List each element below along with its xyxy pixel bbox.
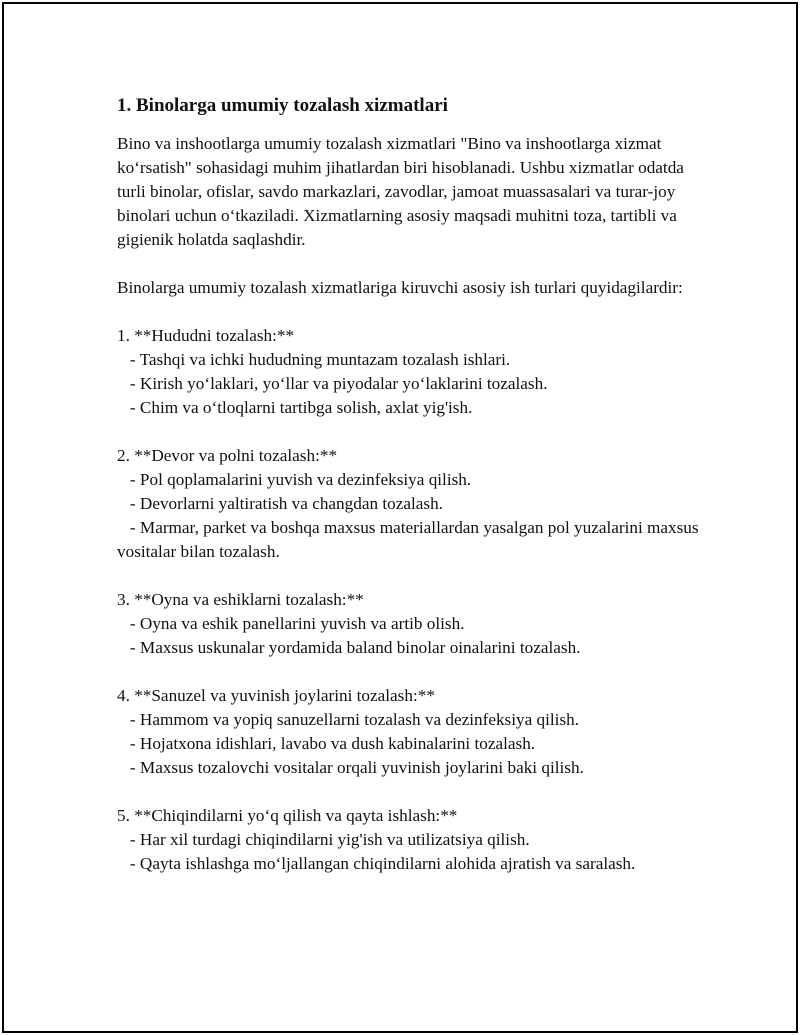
section-2 xyxy=(117,444,707,564)
list-item: - Marmar, parket va boshqa maxsus materiallardan yasalgan pol yuzalarini maxsus vositalar bilan tozalash. xyxy=(117,518,703,561)
list-item: - Oyna va eshik panellarini yuvish va artib olish. xyxy=(117,614,465,633)
document-body xyxy=(117,93,707,876)
section-5 xyxy=(117,804,707,876)
section-heading: 5. **Chiqindilarni yoʻq qilish va qayta ishlash:** xyxy=(117,806,458,825)
list-item: - Hammom va yopiq sanuzellarni tozalash va dezinfeksiya qilish. xyxy=(117,710,580,729)
section-heading: 4. **Sanuzel va yuvinish joylarini tozalash:** xyxy=(117,686,435,705)
list-item: - Maxsus uskunalar yordamida baland binolar oinalarini tozalash. xyxy=(117,638,581,657)
list-item: - Devorlarni yaltiratish va changdan tozalash. xyxy=(117,494,443,513)
list-item: - Pol qoplamalarini yuvish va dezinfeksiya qilish. xyxy=(117,470,472,489)
section-4 xyxy=(117,684,707,780)
section-3 xyxy=(117,588,707,660)
list-item: - Har xil turdagi chiqindilarni yig'ish va utilizatsiya qilish. xyxy=(117,830,530,849)
section-heading: 3. **Oyna va eshiklarni tozalash:** xyxy=(117,590,364,609)
section-1 xyxy=(117,324,707,420)
list-item: - Hojatxona idishlari, lavabo va dush kabinalarini tozalash. xyxy=(117,734,536,753)
list-item: - Qayta ishlashga moʻljallangan chiqindilarni alohida ajratish va saralash. xyxy=(117,854,636,873)
section-heading: 1. **Hududni tozalash:** xyxy=(117,326,295,345)
list-item: - Tashqi va ichki hududning muntazam tozalash ishlari. xyxy=(117,350,511,369)
list-item: - Chim va oʻtloqlarni tartibga solish, axlat yig'ish. xyxy=(117,398,473,417)
list-item: - Kirish yoʻlaklari, yoʻllar va piyodalar yoʻlaklarini tozalash. xyxy=(117,374,548,393)
lead-paragraph: Binolarga umumiy tozalash xizmatlariga kiruvchi asosiy ish turlari quyidagilardir: xyxy=(117,278,683,297)
section-heading: 2. **Devor va polni tozalash:** xyxy=(117,446,338,465)
document-title: 1. Binolarga umumiy tozalash xizmatlari xyxy=(117,95,448,116)
list-item: - Maxsus tozalovchi vositalar orqali yuvinish joylarini baki qilish. xyxy=(117,758,584,777)
intro-paragraph: Bino va inshootlarga umumiy tozalash xizmatlari "Bino va inshootlarga xizmat koʻrsatish" sohasidagi muhim jihatlardan biri hisoblanadi. Ushbu xizmatlar odatda turli binolar, ofislar, savdo markazlari, zavodlar, jamoat muassasalari va turar-joy binolari uchun oʻtkaziladi. Xizmatlarning asosiy maqsadi muhitni toza, tartibli va gigienik holatda saqlashdir. xyxy=(117,134,684,249)
